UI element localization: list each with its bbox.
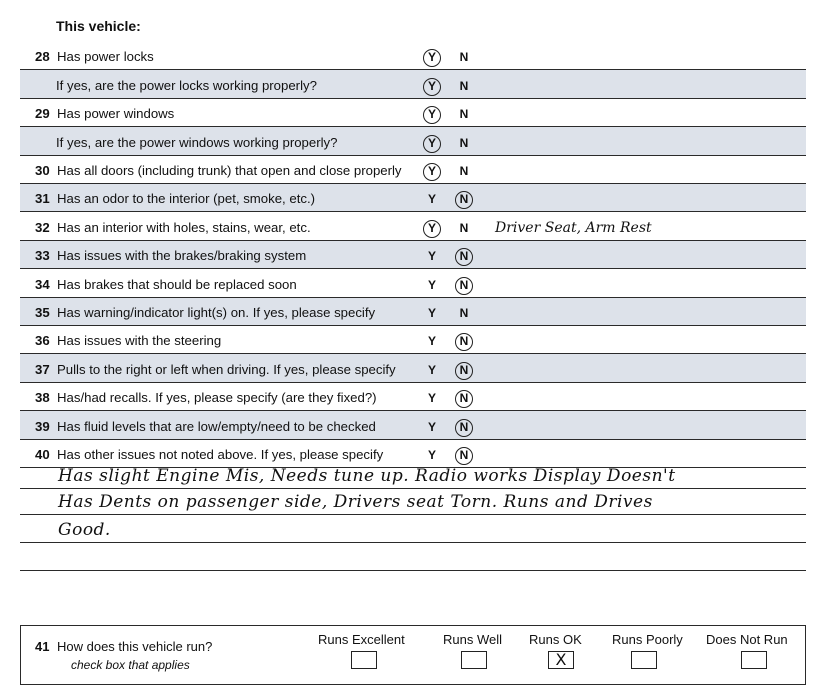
yes-option[interactable]: Y (427, 107, 436, 122)
answer-circle-mark (423, 106, 441, 124)
answer-circle-mark (423, 49, 441, 67)
yes-option[interactable]: Y (427, 277, 436, 292)
answer-circle-mark (423, 220, 441, 238)
answer-circle-mark (455, 333, 473, 351)
yes-option[interactable]: Y (427, 135, 436, 150)
no-option[interactable]: N (459, 334, 469, 349)
question-number: 30 (35, 162, 50, 178)
question-text: Has warning/indicator light(s) on. If yes, please specify (57, 304, 376, 320)
yes-option[interactable]: Y (427, 163, 436, 178)
question-row (20, 156, 806, 184)
question-text: Has fluid levels that are low/empty/need to be checked (57, 418, 376, 434)
run-option-label: Runs OK (529, 632, 582, 647)
answer-circle-mark (455, 277, 473, 295)
comment-line (20, 514, 806, 515)
no-option[interactable]: N (459, 50, 469, 65)
question-row (20, 127, 806, 155)
run-option-label: Runs Excellent (318, 632, 405, 647)
question-text: Pulls to the right or left when driving. If yes, please specify (57, 361, 396, 377)
question-hint: check box that applies (71, 658, 190, 672)
question-row (20, 440, 806, 468)
question-number: 37 (35, 361, 50, 377)
answer-circle-mark (455, 362, 473, 380)
comment-line (20, 570, 806, 571)
question-number: 36 (35, 333, 50, 349)
question-text: How does this vehicle run? (57, 639, 213, 654)
answer-circle-mark (455, 419, 473, 437)
no-option[interactable]: N (459, 362, 469, 377)
answer-circle-mark (455, 248, 473, 266)
question-number: 32 (35, 219, 50, 235)
yes-option[interactable]: Y (427, 447, 436, 462)
yes-option[interactable]: Y (427, 305, 436, 320)
run-option-label: Runs Poorly (612, 632, 683, 647)
question-number: 41 (35, 639, 50, 654)
no-option[interactable]: N (459, 277, 469, 292)
question-text: Has issues with the brakes/braking system (57, 248, 307, 264)
run-condition-box (20, 625, 806, 685)
answer-circle-mark (423, 163, 441, 181)
yes-option[interactable]: Y (427, 334, 436, 349)
run-option-checkbox[interactable] (351, 651, 377, 669)
question-text: Has power locks (57, 49, 154, 65)
question-row (20, 326, 806, 354)
section-heading: This vehicle: (56, 18, 141, 34)
question-row (20, 354, 806, 382)
handwritten-comment: Has slight Engine Mis, Needs tune up. Radio works Display Doesn't (58, 466, 676, 486)
question-text: Has brakes that should be replaced soon (57, 276, 297, 292)
handwritten-note: Driver Seat, Arm Rest (495, 219, 652, 236)
question-row (20, 383, 806, 411)
question-row (20, 212, 806, 240)
no-option[interactable]: N (459, 419, 469, 434)
answer-circle-mark (423, 135, 441, 153)
question-number: 35 (35, 304, 50, 320)
run-option-checkbox[interactable]: X (548, 651, 574, 669)
question-number: 31 (35, 191, 50, 207)
question-row (20, 298, 806, 326)
question-number: 29 (35, 106, 50, 122)
yes-option[interactable]: Y (427, 192, 436, 207)
answer-circle-mark (423, 78, 441, 96)
question-text: Has issues with the steering (57, 333, 222, 349)
no-option[interactable]: N (459, 447, 469, 462)
question-text: Has an odor to the interior (pet, smoke, etc.) (57, 191, 316, 207)
question-row (20, 411, 806, 439)
question-text: Has power windows (57, 106, 175, 122)
run-option-checkbox[interactable] (631, 651, 657, 669)
no-option[interactable]: N (459, 107, 469, 122)
question-row (20, 184, 806, 212)
question-number: 39 (35, 418, 50, 434)
question-text: If yes, are the power locks working properly? (56, 77, 317, 93)
answer-circle-mark (455, 447, 473, 465)
comment-line (20, 488, 806, 489)
question-row (20, 241, 806, 269)
question-number: 28 (35, 49, 50, 65)
no-option[interactable]: N (459, 78, 469, 93)
question-row (20, 269, 806, 297)
question-number: 34 (35, 276, 50, 292)
yes-option[interactable]: Y (427, 419, 436, 434)
question-row (20, 99, 806, 127)
yes-option[interactable]: Y (427, 391, 436, 406)
handwritten-comment: Good. (58, 520, 111, 540)
run-option-checkbox[interactable] (741, 651, 767, 669)
run-option-label: Runs Well (443, 632, 503, 647)
question-number: 33 (35, 248, 50, 264)
handwritten-comment: Has Dents on passenger side, Drivers seat Torn. Runs and Drives (58, 492, 653, 512)
answer-circle-mark (455, 390, 473, 408)
question-text: Has an interior with holes, stains, wear, etc. (57, 219, 311, 235)
question-number: 40 (35, 446, 50, 462)
yes-option[interactable]: Y (427, 50, 436, 65)
question-text: Has/had recalls. If yes, please specify (are they fixed?) (57, 390, 377, 406)
question-row (20, 70, 806, 98)
question-row (20, 42, 806, 70)
yes-option[interactable]: Y (427, 78, 436, 93)
no-option[interactable]: N (459, 305, 469, 320)
question-text: Has all doors (including trunk) that open and close properly (57, 162, 402, 178)
no-option[interactable]: N (459, 249, 469, 264)
question-text: If yes, are the power windows working properly? (56, 134, 338, 150)
no-option[interactable]: N (459, 192, 469, 207)
question-text: Has other issues not noted above. If yes, please specify (57, 446, 384, 462)
yes-option[interactable]: Y (427, 362, 436, 377)
no-option[interactable]: N (459, 163, 469, 178)
run-option-label: Does Not Run (706, 632, 788, 647)
question-number: 38 (35, 390, 50, 406)
no-option[interactable]: N (459, 135, 469, 150)
run-option-checkbox[interactable] (461, 651, 487, 669)
answer-circle-mark (455, 191, 473, 209)
no-option[interactable]: N (459, 391, 469, 406)
yes-option[interactable]: Y (427, 220, 436, 235)
comment-line (20, 542, 806, 543)
no-option[interactable]: N (459, 220, 469, 235)
yes-option[interactable]: Y (427, 249, 436, 264)
